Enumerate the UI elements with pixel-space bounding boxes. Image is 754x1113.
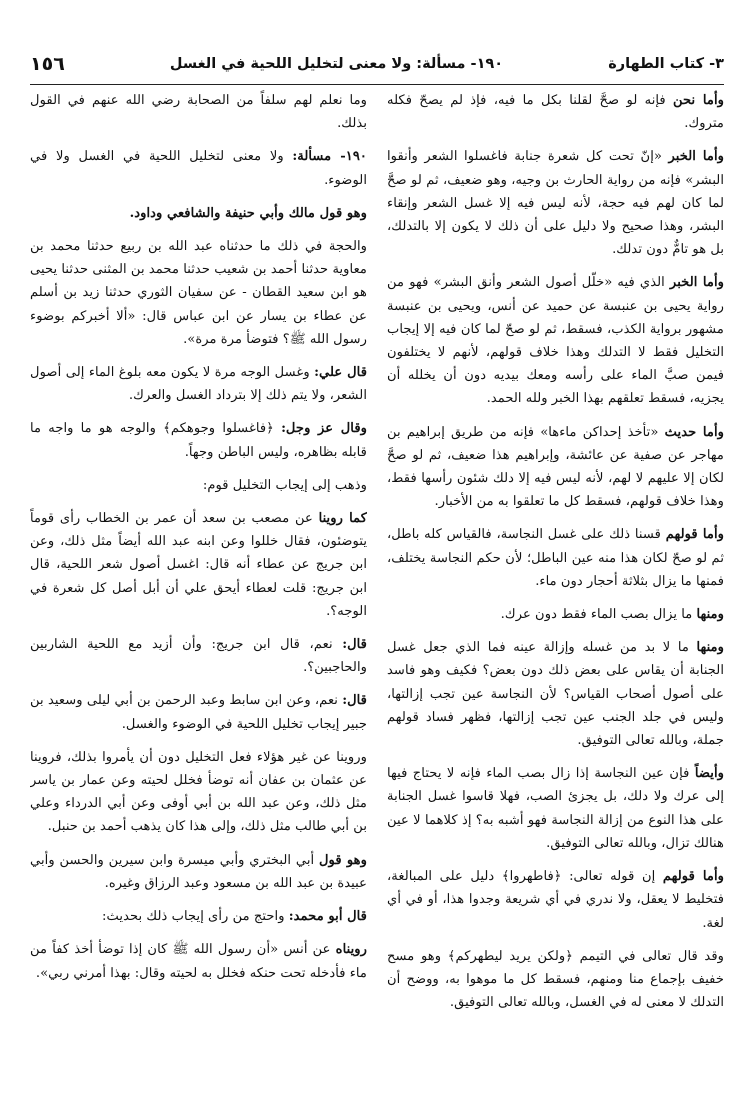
paragraph-lead: كما روينا: [318, 511, 367, 527]
paragraph-text: واحتج من رأى إيجاب ذلك بحديث:: [102, 909, 289, 925]
paragraph: [30, 507, 367, 623]
paragraph-text: الذي فيه «خلّل أصول الشعر وأنق البشر» فهو من رواية يحيى بن عنبسة عن حميد عن أنس، ويحيى بن عنبسة مشهور برواية الكذب، فسقط، ثم لو صحّ لما كان فيه إلا إيجاب التخليل فقط لا التدلك وهذا خلاف قولهم، لأنهم لا يختلفون فيمن صبَّ الماء على رأسه ومعك بيديه دون أن يخلله أن يجزيه، فسقط تعلقهم بهذا الخبر ولله الحمد.: [387, 275, 724, 407]
issue-text: ولا معنى لتخليل اللحية في الغسل ولا في الوضوء.: [30, 149, 367, 188]
paragraph: [387, 603, 724, 626]
paragraph: [30, 474, 367, 497]
paragraph: [387, 636, 724, 752]
paragraph-text: «تأخذ إحداكن ماءها» فإنه من طريق إبراهيم بن مهاجر عن صفية عن عائشة، وإبراهيم هذا ضعيف، ثم لو صحَّ لكان إلا عليهم لا لهم، لأنه ليس فيه إلا دلك شئون رأسها فقط، وهذا خلاف قولهم، فسقط كل ما تعلقوا به من الأخبار.: [387, 424, 724, 510]
paragraph: [30, 849, 367, 895]
paragraph-text: عن أنس «أن رسول الله ﷺ كان إذا توضأ أخذ كفاً من ماء فأدخله تحت حنكه فخلل به لحيته وقال: بهذا أمرني ربي».: [30, 942, 367, 981]
paragraph-text: أبي البختري وأبي ميسرة وابن سيرين والحسن وأبي عبيدة بن عبد الله بن مسعود وعبد الرزاق وغيره.: [30, 852, 367, 891]
running-header: [30, 44, 724, 85]
paragraph-text: وذهب إلى إيجاب التخليل قوم:: [202, 477, 367, 493]
paragraph-lead: وأما الخبر: [669, 275, 724, 291]
paragraph: [30, 689, 367, 735]
paragraph-text: «إنّ تحت كل شعرة جنابة فاغسلوا الشعر وأنقوا البشر» فإنه من رواية الحارث بن وجيه، وهو ضعيف، ثم لو صحَّ لما كان لهم فيه حجة، لأنه ليس فيه إلا غسل الشعر وإنقاء البشر، وهذا صحيح ولا دليل على أن ذلك لا يكون إلا بالتدلك، بل هو تامٌّ دون تدلك.: [387, 149, 724, 258]
paragraph-lead: وهو قول: [318, 852, 367, 868]
paragraph-text: نعم، قال ابن جريج: وأن أزيد مع اللحية الشاربين والحاجبين؟.: [30, 637, 367, 676]
paragraph: [30, 938, 367, 984]
text-columns: [30, 89, 724, 1093]
paragraph-lead: وأيضاً: [694, 766, 724, 782]
section-title: ١٩٠- مسألة: ولا معنى لتخليل اللحية في الغسل: [169, 56, 504, 72]
paragraph-text: ما يزال بصب الماء فقط دون عرك.: [500, 607, 697, 623]
paragraph-text: وغسل الوجه مرة لا يكون معه بلوغ الماء إلى أصول الشعر، ولا يتم ذلك إلا بترداد الغسل والعرك.: [30, 365, 367, 404]
paragraph: [387, 945, 724, 1015]
paragraph-text: فإن عين النجاسة إذا زال بصب الماء فإنه لا يحتاج فيها إلى عرك ولا دلك، بل يجزئ الصب، فهلا قاسوا غسل الجنابة على هذا النوع من إزالة النجاسة فهو أشبه به؟ إذ كلاهما لا عين هنالك تزال، وبالله تعالى التوفيق.: [387, 766, 724, 851]
paragraph-text: وروينا عن غير هؤلاء فعل التخليل دون أن يأمروا بذلك، فروينا عن عثمان بن عفان أنه توضأ فخلل لحيته وعن عمار بن ياسر مثل ذلك، وعن عبد الله بن أبي أوفى وعن أبي الدرداء وعلي بن أبي طالب مثل ذلك، وإلى هذا كان يذهب أحمد بن حنبل.: [30, 749, 367, 835]
paragraph: [30, 417, 367, 463]
paragraph: [30, 633, 367, 679]
paragraph-lead: قال:: [342, 637, 367, 653]
page-number: ١٥٦: [30, 53, 65, 75]
paragraph-lead: رويناه: [335, 942, 367, 958]
paragraph-text: وقد قال تعالى في التيمم ﴿ولكن يريد ليطهركم﴾ وهو مسح خفيف بإجماع منا ومنهم، فسقط كل ما موهوا به، ووضح أن التدلك لا معنى له في الغسل، وبالله تعالى التوفيق.: [387, 948, 724, 1011]
paragraph-text: نعم، وعن ابن سابط وعبد الرحمن بن أبي ليلى وسعيد بن جبير إيجاب تخليل اللحية في الوضوء والغسل.: [30, 693, 367, 732]
chapter-title: ٣- كتاب الطهارة: [608, 56, 724, 72]
position-statement: وهو قول مالك وأبي حنيفة والشافعي وداود.: [129, 205, 367, 221]
issue-number: ١٩٠- مسألة:: [292, 149, 367, 165]
paragraph-lead: وقال عز وجل:: [281, 421, 367, 437]
paragraph-lead: وأما الخبر: [668, 149, 724, 165]
paragraph-text: عن مصعب بن سعد أن عمر بن الخطاب رأى قوماً يتوضئون، فقال خللوا وعن ابنه عبد الله أيضاً مثل ذلك، وعن ابن جريج عن عطاء أنه قال: اغسل أصول شعر اللحية، قال ابن جريج: قلت لعطاء أيحق علي أن أبل أصل كل شعرة في الوجه؟.: [30, 511, 367, 619]
paragraph: [30, 361, 367, 407]
paragraph: [387, 89, 724, 135]
paragraph: [387, 145, 724, 261]
paragraph: [387, 523, 724, 593]
paragraph-lead: وأما حديث: [664, 424, 724, 440]
paragraph-lead: قال علي:: [314, 365, 367, 381]
right-column: [387, 89, 724, 1093]
paragraph-lead: ومنها: [696, 640, 724, 656]
paragraph-text: قسنا ذلك على غسل النجاسة، فالقياس كله باطل، ثم لو صحّ لكان هذا منه عين الباطل؛ لأن حكم النجاسة يختلف، فمنها ما يزال بثلاثة أحجار دون ماء.: [387, 527, 724, 589]
issue-heading: [30, 145, 367, 191]
paragraph-lead: قال:: [342, 693, 367, 709]
paragraph: [30, 905, 367, 928]
intro-paragraph: وما نعلم لهم سلفاً من الصحابة رضي الله عنهم في القول بذلك.: [30, 93, 367, 132]
left-column: [30, 89, 367, 1093]
paragraph-lead: وأما قولهم: [662, 869, 724, 885]
paragraph-text: ما لا بد من غسله وإزالة عينه فما الذي جعل غسل الجنابة أن يقاس على بعض ذلك دون بعض؟ فكيف وهو فاسد على أصول أصحاب القياس؟ لأن النجاسة عين تجب إزالتها، وليس في جلد الجنب عين تجب إزالتها، فظهر فساد قولهم جملة، وبالله تعالى التوفيق.: [387, 640, 724, 749]
paragraph-lead: وأما قولهم: [665, 527, 724, 543]
paragraph-text: إن قوله تعالى: ﴿فاطهروا﴾ دليل على المبالغة، فتخليط لا يعقل، ولا ندري في أي شريعة وجدوا هذا، أو في أي لغة.: [387, 869, 724, 931]
paragraph-lead: وأما نحن: [672, 93, 724, 108]
paragraph-lead: قال أبو محمد:: [288, 909, 367, 925]
paragraph: [387, 865, 724, 935]
paragraph: [387, 421, 724, 514]
paragraph: [30, 746, 367, 839]
paragraph-text: ﴿فاغسلوا وجوهكم﴾ والوجه هو ما واجه ما قابله بظاهره، وليس الباطن وجهاً.: [30, 421, 367, 460]
paragraph: [387, 271, 724, 410]
paragraph-lead: ومنها: [696, 607, 724, 623]
paragraph: [30, 235, 367, 351]
paragraph-text: فإنه لو صحَّ لقلنا بكل ما فيه، فإذ لم يصحّ فكله متروك.: [387, 93, 724, 132]
paragraph-text: والحجة في ذلك ما حدثناه عبد الله بن ربيع حدثنا محمد بن معاوية حدثنا أحمد بن شعيب حدثنا محمد بن المثنى حدثنا يحيى هو ابن سعيد القطان - عن سفيان الثوري حدثنا زيد بن أسلم عن عطاء بن يسار عن ابن عباس قال: «ألا أخبركم بوضوء رسول الله ﷺ؟ فتوضأ مرة مرة».: [30, 239, 367, 347]
paragraph: [387, 762, 724, 855]
